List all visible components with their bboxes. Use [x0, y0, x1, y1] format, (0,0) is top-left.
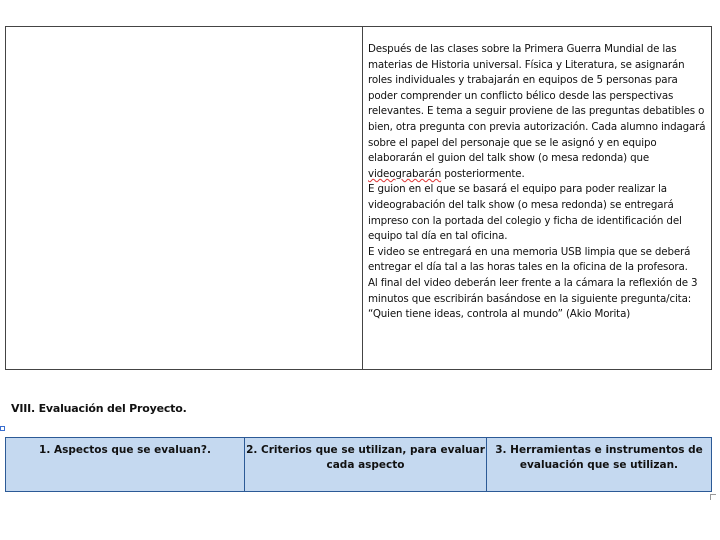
eval-header-tools: 3. Herramientas e instrumentos de evaluación que se utilizan. — [495, 444, 703, 471]
eval-header-criteria: 2. Criterios que se utilizan, para evaluar cada aspecto — [245, 438, 487, 491]
table-column-divider — [362, 27, 363, 369]
page-corner-mark — [710, 494, 716, 500]
spellcheck-word: videograbarán — [368, 167, 442, 180]
eval-header-aspects: 1. Aspectos que se evaluan?. — [6, 438, 245, 491]
evaluation-table — [5, 437, 712, 492]
section-heading: VIII. Evaluación del Proyecto. — [11, 402, 187, 415]
paragraph-video: E video se entregará en una memoria USB limpia que se deberá entregar el día tal a las horas tales en la oficina de la profesora. — [368, 245, 691, 274]
paragraph-activity: Después de las clases sobre la Primera Guerra Mundial de las materias de Historia universal. Física y Literatura, se asignarán roles individuales y trabajarán en equipos de 5 personas para poder comprender un conflicto bélico desde las perspectivas relevantes. E tema a seguir proviene de las preguntas debatibles o bien, otra pregunta con previa autorización. Cada alumno indagará sobre el papel del personaje que se le asignó y en equipo elaborarán el guion del talk show (o mesa redonda) que videograbarán posteriormente. — [368, 43, 706, 180]
paragraph-reflection: Al final del video deberán leer frente a la cámara la reflexión de 3 minutos que escribirán basándose en la siguiente pregunta/cita: “Quien tiene ideas, controla al mundo” (Akio Morita) — [368, 276, 698, 321]
paragraph-script: E guion en el que se basará el equipo para poder realizar la videograbación del talk show (o mesa redonda) se entregará impreso con la portada del colegio y ficha de identificación del equipo tal día en tal oficina. — [368, 183, 682, 243]
description-cell — [368, 42, 710, 367]
table-anchor-icon[interactable] — [0, 426, 5, 431]
project-description-table — [5, 26, 712, 370]
